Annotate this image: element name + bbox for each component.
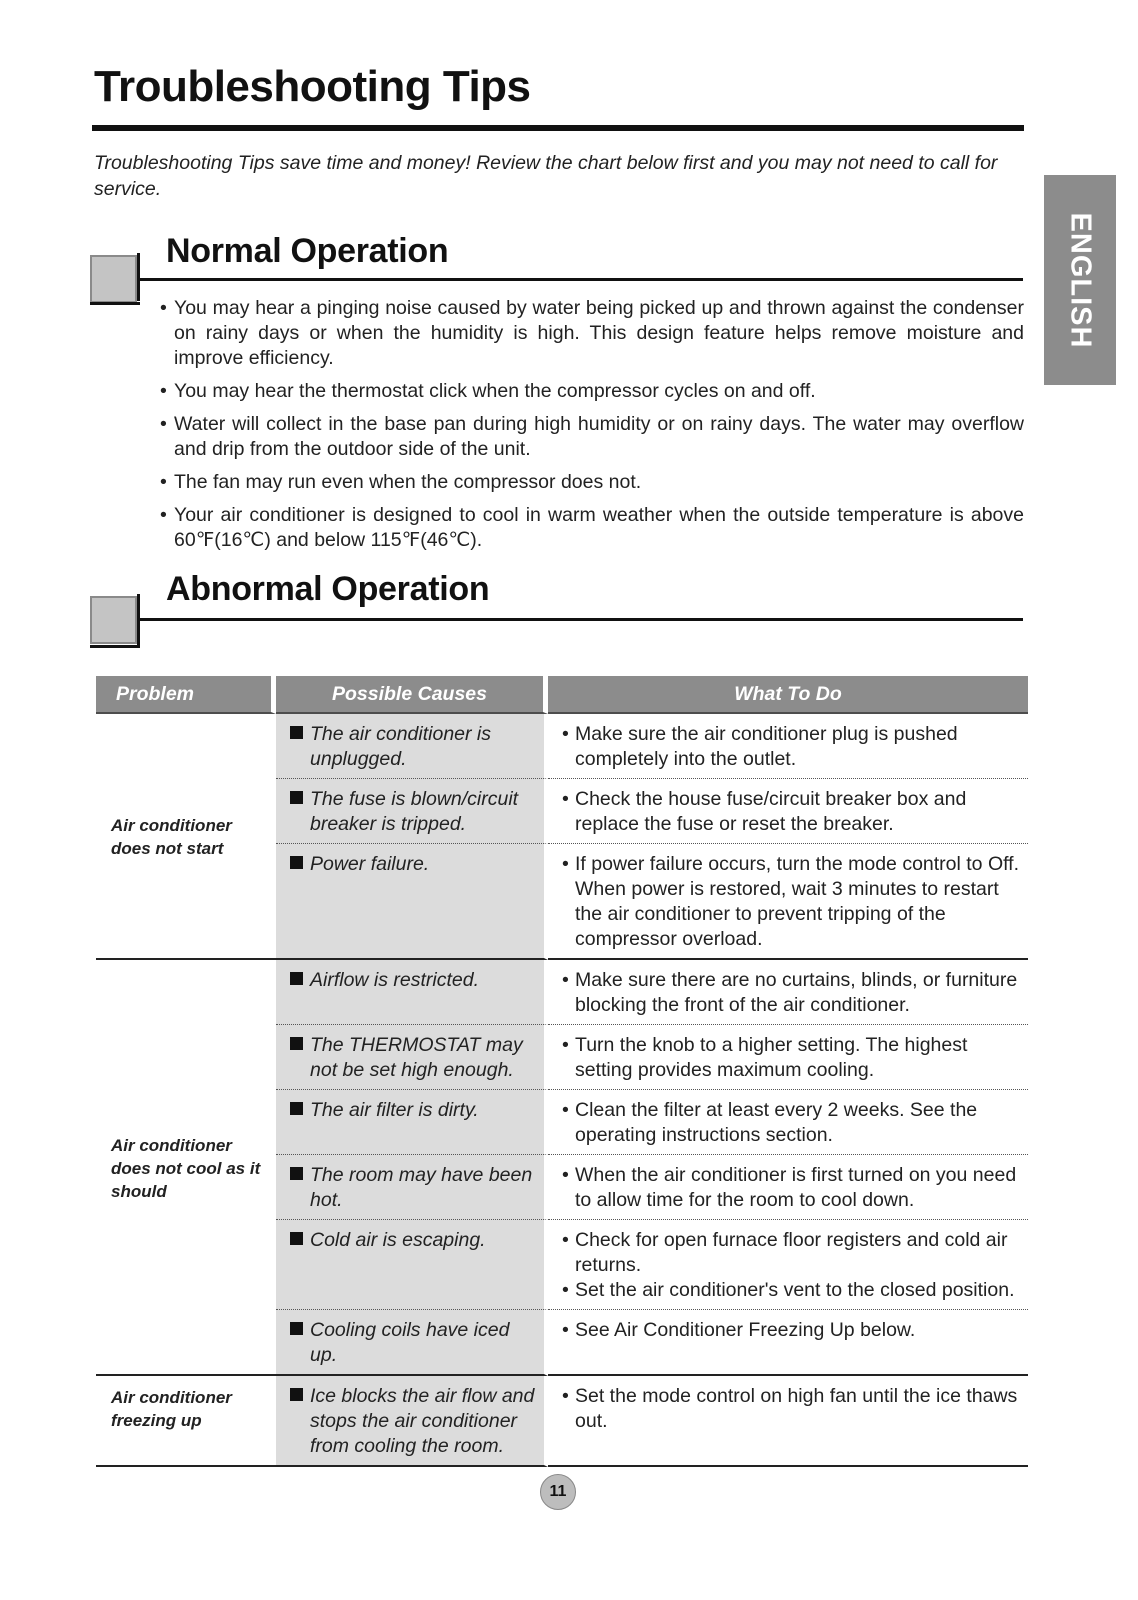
troubleshooting-table [96,676,1028,1467]
square-bullet-icon [290,856,303,869]
problem-cell: Air conditioner does not cool as it should [96,960,276,1376]
title-rule [92,125,1024,131]
square-bullet-icon [290,1388,303,1401]
square-bullet-icon [290,791,303,804]
cause-cell: Ice blocks the air flow and stops the air conditioner from cooling the room. [276,1376,548,1467]
table-header-row [96,676,1028,714]
cause-cell: The fuse is blown/circuit breaker is tripped. [276,779,548,844]
page-title: Troubleshooting Tips [94,62,531,111]
cause-cell: Cooling coils have iced up. [276,1310,548,1376]
list-item: • The fan may run even when the compressor does not. [160,470,1024,495]
cause-cell: The air conditioner is unplugged. [276,714,548,779]
list-item: • You may hear a pinging noise caused by water being picked up and thrown against the condenser on rainy days or when the humidity is high. This design feature helps remove moisture and improve efficiency. [160,296,1024,371]
normal-operation-list [160,296,1024,561]
table-row [96,960,1028,1025]
square-bullet-icon [290,972,303,985]
abnormal-operation-heading: Abnormal Operation [166,570,490,608]
list-item: • You may hear the thermostat click when the compressor cycles on and off. [160,379,1024,404]
header-possible-causes: Possible Causes [276,676,548,714]
language-tab-label: ENGLISH [1064,212,1097,348]
language-tab [1044,175,1116,385]
square-bullet-icon [290,1167,303,1180]
todo-cell: • Set the mode control on high fan until the ice thaws out. [548,1376,1028,1467]
list-item: • Your air conditioner is designed to cool in warm weather when the outside temperature is above 60℉(16℃) and below 115℉(46℃). [160,503,1024,553]
problem-cell: Air conditioner freezing up [96,1376,276,1467]
cause-cell: Power failure. [276,844,548,960]
cause-cell: The THERMOSTAT may not be set high enough. [276,1025,548,1090]
todo-cell: • Check the house fuse/circuit breaker box and replace the fuse or reset the breaker. [548,779,1028,844]
todo-cell: • Make sure there are no curtains, blinds, or furniture blocking the front of the air conditioner. [548,960,1028,1025]
cause-cell: The room may have been hot. [276,1155,548,1220]
square-bullet-icon [290,1037,303,1050]
intro-text: Troubleshooting Tips save time and money! Review the chart below first and you may not need to call for service. [94,152,998,200]
todo-cell: • When the air conditioner is first turned on you need to allow time for the room to cool down. [548,1155,1028,1220]
square-bullet-icon [290,1102,303,1115]
problem-cell: Air conditioner does not start [96,714,276,960]
header-what-to-do: What To Do [548,676,1028,714]
todo-cell: • If power failure occurs, turn the mode control to Off. When power is restored, wait 3 minutes to restart the air conditioner to prevent tripping of the compressor overload. [548,844,1028,960]
todo-cell: • See Air Conditioner Freezing Up below. [548,1310,1028,1376]
square-bullet-icon [290,726,303,739]
list-item: • Water will collect in the base pan during high humidity or on rainy days. The water may overflow and drip from the outdoor side of the unit. [160,412,1024,462]
cause-cell: The air filter is dirty. [276,1090,548,1155]
table-row [96,714,1028,779]
todo-cell: • Check for open furnace floor registers and cold air returns. • Set the air conditioner's vent to the closed position. [548,1220,1028,1310]
cause-cell: Airflow is restricted. [276,960,548,1025]
todo-cell: • Clean the filter at least every 2 weeks. See the operating instructions section. [548,1090,1028,1155]
table-row [96,1376,1028,1467]
normal-operation-heading: Normal Operation [166,232,449,270]
page-number-badge: 11 [540,1474,576,1510]
header-problem: Problem [96,676,276,714]
square-bullet-icon [290,1322,303,1335]
todo-cell: • Make sure the air conditioner plug is pushed completely into the outlet. [548,714,1028,779]
todo-cell: • Turn the knob to a higher setting. The highest setting provides maximum cooling. [548,1025,1028,1090]
cause-cell: Cold air is escaping. [276,1220,548,1310]
square-bullet-icon [290,1232,303,1245]
